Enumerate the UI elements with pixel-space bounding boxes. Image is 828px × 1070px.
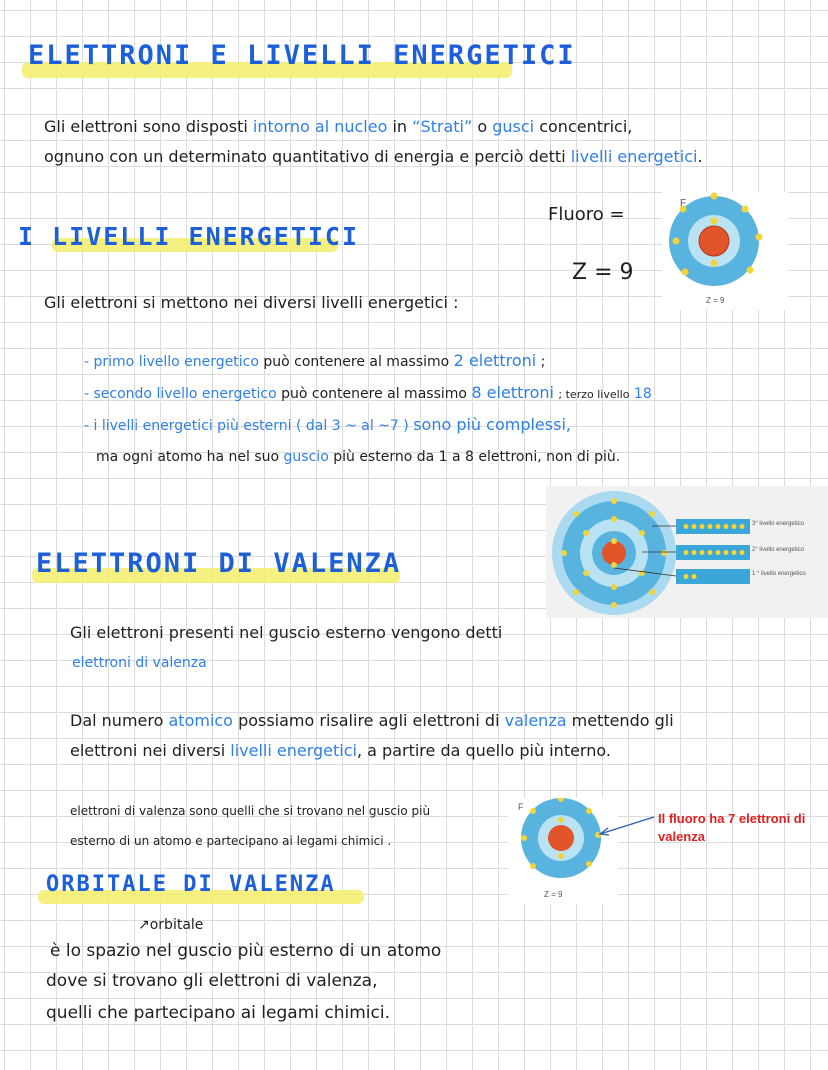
intro-highlight-nucleo: intorno al nucleo	[252, 117, 388, 136]
valence-note: Il fluoro ha 7 elettroni di valenza	[658, 811, 806, 844]
valenza-highlight: atomico	[168, 711, 233, 730]
level-item-1	[84, 346, 545, 377]
level-name: - i livelli energetici più esterni	[84, 418, 292, 434]
level-text: può contenere al massimo	[263, 354, 450, 370]
valenza-text: , a partire da quello più interno.	[356, 741, 611, 760]
level-text: sono più complessi,	[413, 415, 571, 434]
valenza-highlight: livelli energetici	[230, 741, 357, 760]
level-item-3	[84, 410, 571, 441]
energy-levels-diagram	[546, 486, 828, 618]
intro-text: .	[697, 147, 703, 166]
fluoro-label: Fluoro =	[548, 204, 625, 225]
section-title-livelli: I LIVELLI ENERGETICI	[18, 222, 360, 251]
atom-caption: Z = 9	[544, 890, 563, 899]
orbitale-line-2: dove si trovano gli elettroni di valenza,	[46, 971, 378, 991]
level-text: ma ogni atomo ha nel suo	[96, 449, 280, 465]
level-text: più esterno da 1 a 8 elettroni, non di più.	[333, 449, 621, 465]
valenza-text: Dal numero	[70, 711, 164, 730]
fluoro-z: Z = 9	[572, 260, 634, 285]
atom-letter: F	[680, 198, 687, 209]
intro-text: o	[477, 117, 488, 136]
valenza-highlight: valenza	[504, 711, 567, 730]
level-range: ( dal 3 ~ al ~7 )	[296, 418, 409, 434]
intro-highlight-livelli: livelli energetici	[570, 147, 698, 166]
valenza-text: possiamo risalire agli elettroni di	[238, 711, 500, 730]
atom-icon	[662, 192, 788, 310]
valenza-text: mettendo gli	[571, 711, 674, 730]
level-count: 18	[633, 386, 652, 402]
orbitale-line-3: quelli che partecipano ai legami chimici.	[46, 1003, 390, 1023]
section-title-valenza: ELETTRONI DI VALENZA	[36, 548, 402, 579]
arrow-icon	[596, 814, 656, 838]
orbitale-annotation: ↗orbitale	[138, 917, 204, 933]
intro-text: ognuno con un determinato quantitativo di energia e perciò detti	[44, 147, 566, 166]
level-label-1: 1 ° livello energetico	[752, 571, 806, 577]
valenza-note-2: esterno di un atomo e partecipano ai legami chimici .	[70, 834, 392, 848]
intro-text: concentrici,	[539, 117, 633, 136]
level-item-4	[96, 442, 620, 472]
valenza-text: elettroni nei diversi	[70, 741, 226, 760]
level-text: ;	[540, 354, 546, 370]
main-title: ELETTRONI E LIVELLI ENERGETICI	[28, 40, 576, 71]
valenza-note-1: elettroni di valenza sono quelli che si trovano nel guscio più	[70, 804, 431, 818]
level-count: 8 elettroni	[471, 383, 554, 402]
orbitale-line-1: è lo spazio nel guscio più esterno di un atomo	[50, 941, 442, 961]
level-count: 2 elettroni	[453, 351, 537, 370]
level-name: - secondo livello energetico	[84, 386, 277, 402]
valenza-term: elettroni di valenza	[72, 655, 207, 671]
valenza-line-2	[70, 736, 611, 766]
intro-highlight-gusci: gusci	[492, 117, 535, 136]
level-text: ; terzo livello	[558, 388, 630, 401]
intro-line-1	[44, 112, 632, 142]
valenza-line-1	[70, 706, 674, 736]
intro-text: Gli elettroni sono disposti	[44, 117, 248, 136]
intro-highlight-strati: “Strati”	[412, 117, 473, 136]
atom-caption: Z = 9	[706, 296, 725, 305]
levels-intro: Gli elettroni si mettono nei diversi livelli energetici :	[44, 293, 459, 312]
level-name: - primo livello energetico	[84, 354, 259, 370]
atom-letter: F	[518, 802, 524, 812]
level-label-2: 2° livello energetico	[752, 547, 805, 553]
section-title-orbitale: ORBITALE DI VALENZA	[46, 872, 336, 897]
level-text: può contenere al massimo	[281, 386, 467, 402]
intro-line-2	[44, 142, 703, 172]
level-guscio: guscio	[283, 449, 329, 465]
level-label-3: 3° livello energetico	[752, 521, 805, 527]
level-item-2	[84, 378, 652, 410]
fluorine-atom-diagram	[662, 192, 788, 310]
intro-text: in	[392, 117, 408, 136]
valenza-definition: Gli elettroni presenti nel guscio esterno vengono detti	[70, 623, 503, 642]
